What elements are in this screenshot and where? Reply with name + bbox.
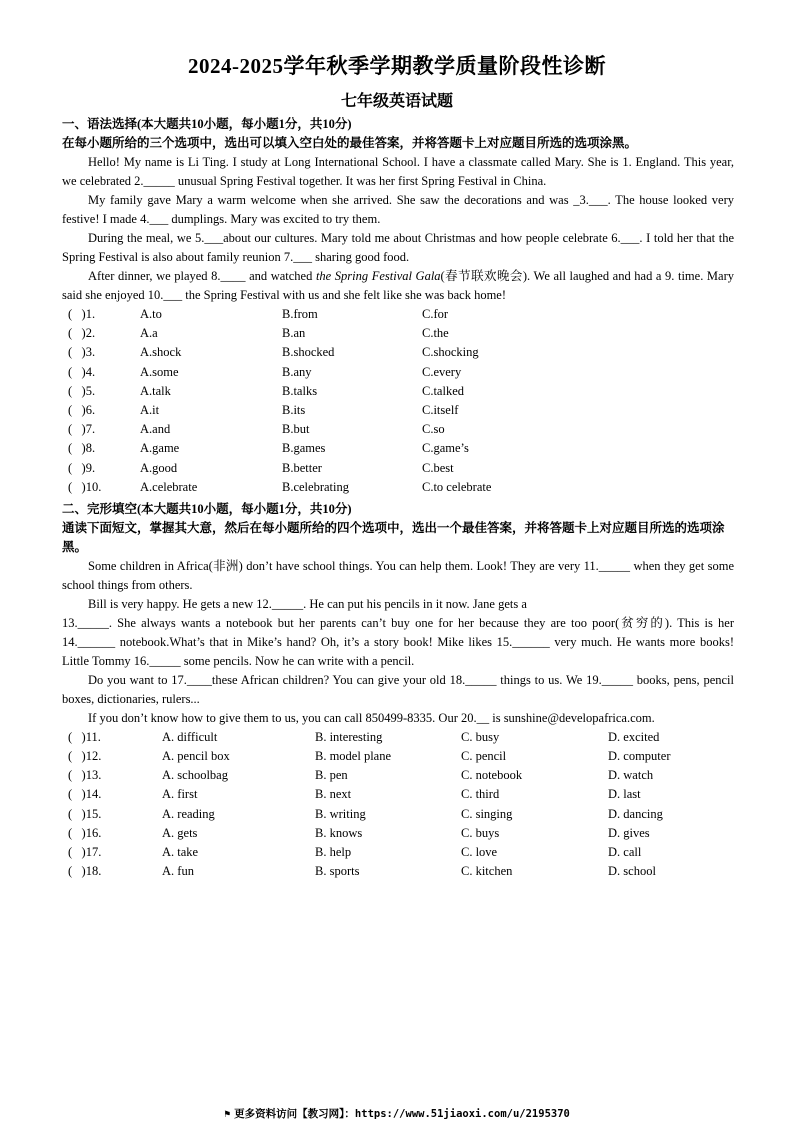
- option-a: A.celebrate: [140, 479, 198, 494]
- option-b: B. sports: [315, 864, 360, 879]
- option-b: B. knows: [315, 825, 363, 840]
- option-a: A.good: [140, 460, 178, 475]
- page-subtitle: 七年级英语试题: [340, 93, 453, 110]
- section1-paragraph: Hello! My name is Li Ting. I study at Long International School. I have a classmate called Mary. She is 1. England. This year, we celebrated 2._____ unusual Spring Festival together. It was her first Spring Festival in China.: [62, 155, 734, 188]
- option-d: D. gives: [608, 825, 650, 840]
- option-b: B. next: [315, 787, 352, 802]
- section2-paragraph: Bill is very happy. He gets a new 12._____. He can put his pencils in it now. Jane gets a: [88, 596, 527, 611]
- option-a: A.to: [140, 307, 162, 321]
- question-number[interactable]: ( )11.: [68, 729, 101, 744]
- option-c: C.for: [422, 307, 449, 321]
- question-number[interactable]: ( )12.: [68, 749, 102, 764]
- option-a: A.talk: [140, 383, 171, 398]
- option-c: C. notebook: [461, 768, 523, 783]
- option-c: C. love: [461, 845, 498, 859]
- question-number[interactable]: ( )9.: [68, 460, 96, 475]
- option-b: B.its: [282, 402, 306, 417]
- section2-questions: [62, 728, 734, 882]
- question-number[interactable]: ( )5.: [68, 383, 96, 398]
- question-number[interactable]: ( )7.: [68, 422, 96, 437]
- option-a: A.shock: [140, 345, 182, 360]
- option-b: B.shocked: [282, 345, 335, 360]
- option-c: C. buys: [461, 825, 500, 840]
- question-row: [62, 728, 734, 747]
- option-a: A.some: [140, 364, 179, 379]
- option-b: B.but: [282, 422, 310, 437]
- option-c: C.the: [422, 326, 449, 341]
- question-row: [62, 343, 734, 362]
- option-b: B.celebrating: [282, 479, 349, 494]
- option-c: C.itself: [422, 402, 459, 417]
- section2-paragraph: Some children in Africa(非洲) don’t have school things. You can help them. Look! They are very 11._____ when they get some school things from others.: [62, 558, 734, 592]
- option-b: B.games: [282, 441, 326, 456]
- option-a: A. pencil box: [162, 749, 230, 764]
- option-d: D. school: [608, 864, 656, 879]
- footer: [0, 1106, 794, 1121]
- option-a: A. difficult: [162, 729, 218, 744]
- option-b: B.from: [282, 307, 318, 321]
- section1-paragraph: During the meal, we 5.___about our cultures. Mary told me about Christmas and how people celebrate 6.___. I told her that the Spring Festival is also about family reunion 7.___ sharing good food.: [62, 231, 734, 264]
- option-c: C.every: [422, 364, 462, 379]
- question-row: [62, 401, 734, 420]
- option-b: B. writing: [315, 806, 366, 821]
- option-b: B. help: [315, 845, 352, 859]
- option-c: C.talked: [422, 383, 465, 398]
- option-d: D. computer: [608, 749, 671, 764]
- flag-icon: ⚑: [224, 1109, 231, 1120]
- question-row: [62, 805, 734, 824]
- para4-after: (春节联欢晚会). We all laughed and had a 9. time. Mary said she enjoyed 10.___ the Spring Festival with us and she felt like she was back home!: [62, 269, 734, 302]
- option-d: D. call: [608, 845, 642, 859]
- option-a: A. first: [162, 787, 198, 802]
- question-row: [62, 382, 734, 401]
- option-a: A. schoolbag: [162, 768, 228, 783]
- option-c: C. busy: [461, 729, 500, 744]
- option-a: A.a: [140, 326, 158, 341]
- section2-heading: 二、完形填空(本大题共10小题，每小题1分，共10分): [62, 501, 352, 516]
- question-number[interactable]: ( )8.: [68, 441, 96, 456]
- para4-before: After dinner, we played 8.____ and watched: [88, 269, 316, 283]
- option-b: B. model plane: [315, 749, 392, 764]
- question-row: [62, 824, 734, 843]
- option-d: D. dancing: [608, 806, 663, 821]
- question-number[interactable]: ( )13.: [68, 768, 102, 783]
- question-number[interactable]: ( )3.: [68, 345, 96, 360]
- option-b: B.talks: [282, 383, 318, 398]
- question-number[interactable]: ( )10.: [68, 479, 102, 494]
- footer-link[interactable]: 更多资料访问【教习网】：https://www.51jiaoxi.com/u/2195370: [234, 1108, 570, 1120]
- section2-paragraph-continued: 13._____. She always wants a notebook but her parents can’t buy one for her because they are too poor(贫穷的). This is her 14.______ notebook.What’s that in Mike’s hand? Oh, it’s a story book! Mike likes 15.______ very much. He wants more books! Little Tommy 16._____ some pencils. Now he can write with a pencil.: [62, 615, 734, 668]
- option-c: C.shocking: [422, 345, 479, 360]
- option-b: B.better: [282, 460, 322, 475]
- section1-heading: 一、语法选择(本大题共10小题，每小题1分，共10分): [62, 117, 352, 131]
- option-a: A. gets: [162, 825, 198, 840]
- option-c: C. pencil: [461, 749, 507, 764]
- question-number[interactable]: ( )15.: [68, 806, 102, 821]
- question-number[interactable]: ( )14.: [68, 787, 102, 802]
- section1-paragraph: [62, 267, 734, 305]
- question-row: [62, 766, 734, 785]
- question-row: [62, 459, 734, 478]
- question-row: [62, 305, 734, 324]
- option-a: A. take: [162, 845, 199, 859]
- option-c: C.best: [422, 460, 454, 475]
- question-row: [62, 785, 734, 804]
- option-a: A.it: [140, 402, 160, 417]
- question-number[interactable]: ( )16.: [68, 825, 102, 840]
- question-number[interactable]: ( )2.: [68, 326, 96, 341]
- option-d: D. last: [608, 787, 641, 802]
- option-d: D. excited: [608, 729, 660, 744]
- option-a: A. fun: [162, 864, 194, 879]
- question-number[interactable]: ( )1.: [68, 307, 96, 321]
- section1-questions: [62, 305, 734, 497]
- section2-paragraph: Do you want to 17.____these African children? You can give your old 18._____ things to us. We 19._____ books, pens, pencil boxes, dictionaries, rulers...: [62, 672, 734, 706]
- option-c: C.to celebrate: [422, 479, 492, 494]
- exam-content: [62, 112, 734, 881]
- option-b: B. pen: [315, 768, 348, 783]
- question-row: [62, 747, 734, 766]
- section1-paragraph: My family gave Mary a warm welcome when she arrived. She saw the decorations and was _3.___. The house looked very festive! I made 4.___ dumplings. Mary was excited to try them.: [62, 193, 734, 226]
- option-a: A. reading: [162, 806, 215, 821]
- option-c: C. singing: [461, 806, 513, 821]
- question-row: [62, 843, 734, 862]
- question-row: [62, 324, 734, 343]
- question-number[interactable]: ( )4.: [68, 364, 96, 379]
- option-b: B. interesting: [315, 729, 383, 744]
- question-row: [62, 439, 734, 458]
- section2-paragraph: If you don’t know how to give them to us, you can call 850499-8335. Our 20.__ is sunshine@developafrica.com.: [88, 710, 655, 725]
- question-row: [62, 862, 734, 881]
- option-b: B.an: [282, 326, 306, 341]
- option-c: C. kitchen: [461, 864, 513, 879]
- question-number[interactable]: ( )18.: [68, 864, 102, 879]
- option-b: B.any: [282, 364, 312, 379]
- question-row: [62, 363, 734, 382]
- option-c: C.so: [422, 422, 445, 437]
- option-c: C. third: [461, 787, 500, 802]
- question-row: [62, 420, 734, 439]
- question-number[interactable]: ( )17.: [68, 845, 102, 859]
- page-title: 2024-2025学年秋季学期教学质量阶段性诊断: [188, 54, 606, 78]
- question-number[interactable]: ( )6.: [68, 402, 96, 417]
- option-c: C.game’s: [422, 441, 469, 456]
- question-row: [62, 478, 734, 497]
- section2-instruction: 通读下面短文，掌握其大意，然后在每小题所给的四个选项中，选出一个最佳答案，并将答题卡上对应题目所选的选项涂黑。: [62, 520, 725, 554]
- section1-instruction: 在每小题所给的三个选项中，选出可以填入空白处的最佳答案，并将答题卡上对应题目所选的选项涂黑。: [62, 136, 638, 150]
- option-a: A.game: [140, 441, 180, 456]
- option-a: A.and: [140, 422, 171, 437]
- para4-italic: the Spring Festival Gala: [315, 269, 441, 283]
- option-d: D. watch: [608, 768, 654, 783]
